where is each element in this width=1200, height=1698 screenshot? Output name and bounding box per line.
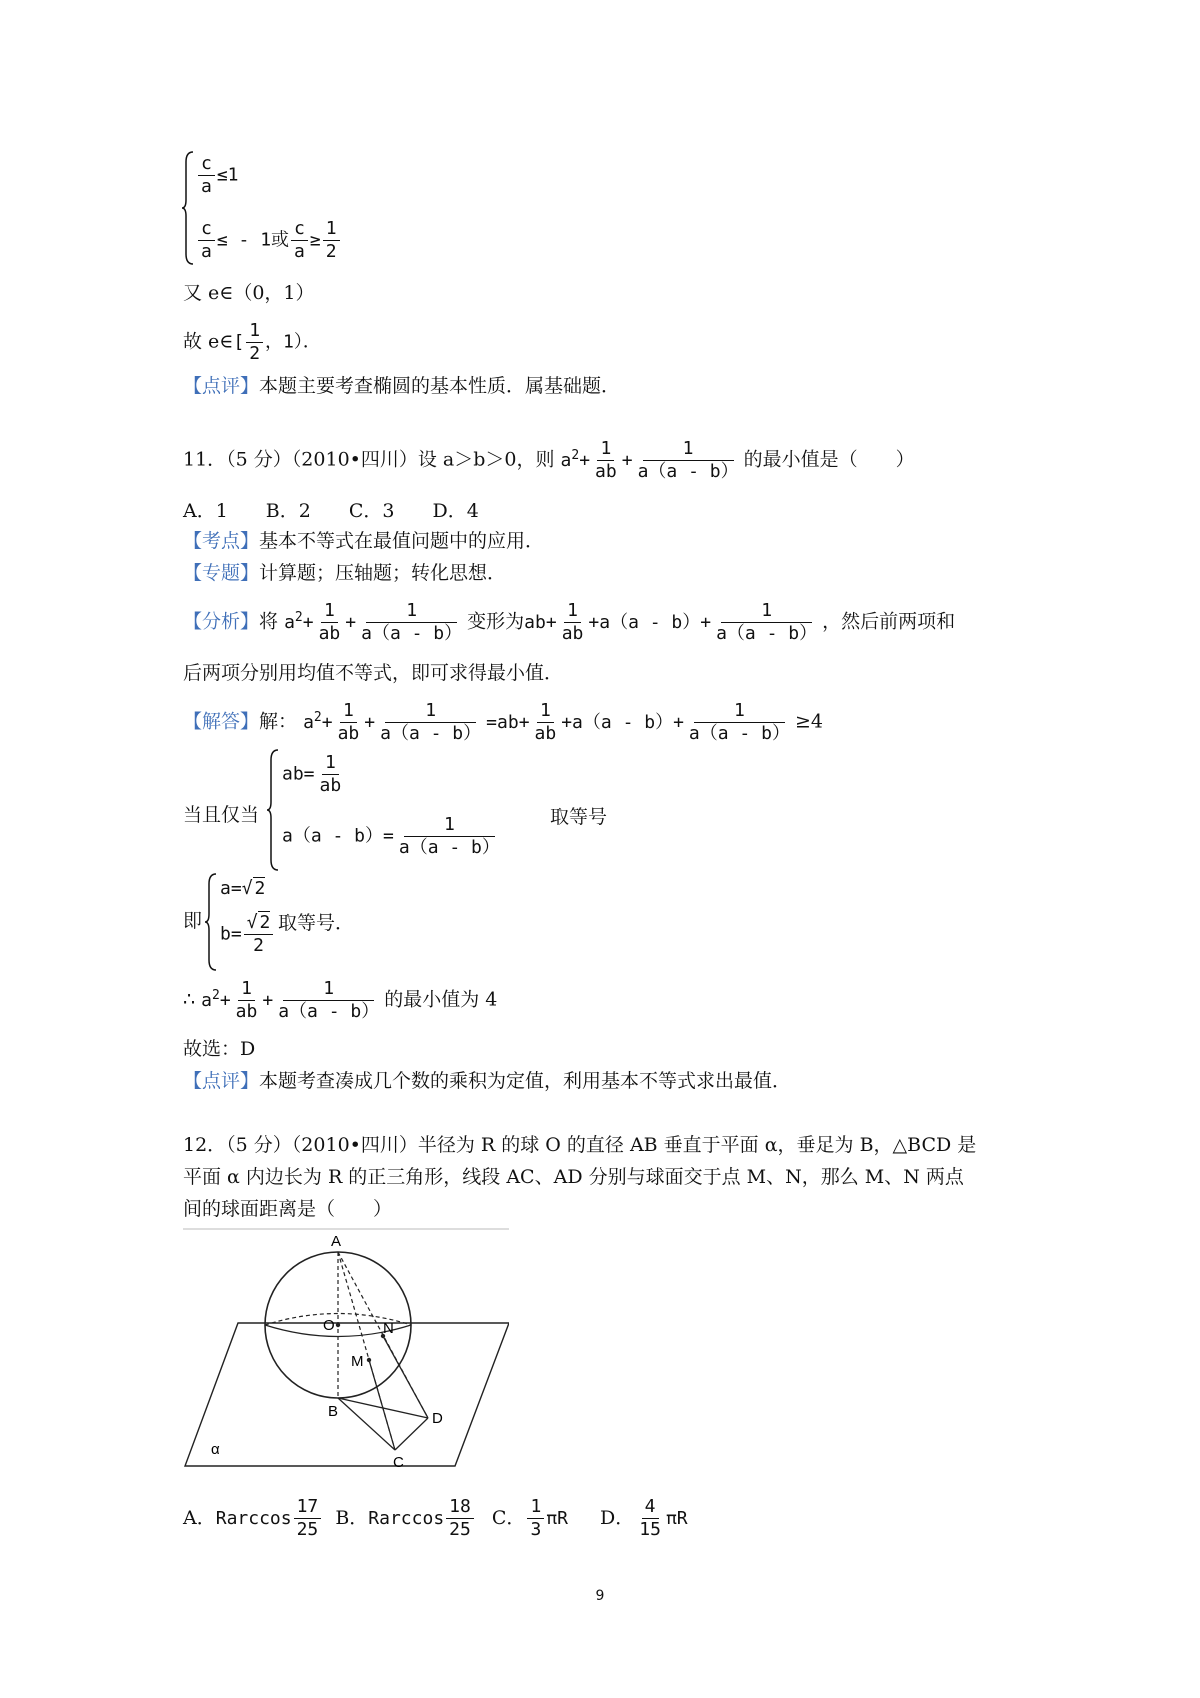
fig-label-B: B bbox=[328, 1403, 339, 1420]
q11-zhuanti: 【专题】计算题；压轴题；转化思想． bbox=[183, 562, 507, 584]
system-1-row-2: $\frac{c}{a}$ ≤ - 1或 $\frac{c}{a}$ ≥ $\frac{1}{2}$ bbox=[196, 218, 342, 263]
q12-option-b: B．Rarccos $\frac{18}{25}$ bbox=[335, 1507, 476, 1529]
q11-dangqie-label: 当且仅当 bbox=[183, 804, 260, 826]
q11-ji-label: 即 bbox=[183, 910, 203, 932]
fig-label-A: A bbox=[331, 1233, 342, 1250]
q11-review: 【点评】本题考查凑成几个数的乘积为定值，利用基本不等式求出最值． bbox=[183, 1070, 792, 1092]
page-number: 9 bbox=[595, 1588, 605, 1604]
q12-stem-line-1: 12．（5 分）（2010•四川）半径为 R 的球 O 的直径 AB 垂直于平面 α，垂足为 B，△BCD 是 bbox=[183, 1134, 977, 1156]
q11-jieda: 【解答】解： $a^2+$ $\frac{1}{ab}$ + $\frac{1}{a(a - b)}$ =ab+ $\frac{1}{ab}$ +a（a - b）+ $\frac{1}{a(a - b)}$ ≥4 bbox=[183, 700, 823, 744]
q11-fenxi: 【分析】将 $a^2+$ $\frac{1}{ab}$ + $\frac{1}{a(a - b)}$ 变形为ab+ $\frac{1}{ab}$ +a（a - b）+ $\frac{1}{a(a - b)}$ ，然后前两项和 bbox=[183, 600, 956, 644]
fig-label-O: O bbox=[323, 1317, 335, 1334]
q12-option-c: C． $\frac{1}{3}$ πR bbox=[491, 1496, 568, 1540]
q11-therefore: ∴ $a^2+$ $\frac{1}{ab}$ + $\frac{1}{a(a - b)}$ 的最小值为 4 bbox=[183, 978, 498, 1022]
system-2-row-1: ab= $\frac{1}{ab}$ bbox=[282, 752, 342, 796]
q11-qudeng-2: 取等号． bbox=[278, 912, 355, 934]
q12-geometry-figure bbox=[183, 1228, 509, 1479]
q11-options: A．1 B．2 C．3 D．4 bbox=[183, 500, 479, 522]
fig-label-N: N bbox=[383, 1320, 394, 1337]
fig-label-D: D bbox=[432, 1410, 443, 1427]
fig-label-C: C bbox=[393, 1454, 404, 1471]
q11-kaodian: 【考点】基本不等式在最值问题中的应用． bbox=[183, 530, 545, 552]
fig-label-alpha: α bbox=[211, 1441, 220, 1458]
e-range-line: 又 e∈（0，1） bbox=[183, 282, 315, 304]
q12-stem-line-3: 间的球面距离是（ ） bbox=[183, 1198, 393, 1220]
fig-label-M: M bbox=[351, 1353, 364, 1370]
system-3-row-2: b= $\frac{√ 2}{2}$ bbox=[220, 912, 275, 957]
q12-option-a: A．Rarccos $\frac{17}{25}$ bbox=[183, 1507, 323, 1529]
q11-qudeng: 取等号 bbox=[550, 806, 608, 828]
q12-option-d: D． $\frac{4}{15}$ πR bbox=[600, 1496, 688, 1540]
q11-guxuan: 故选：D bbox=[183, 1038, 256, 1060]
system-brace-1 bbox=[181, 150, 195, 266]
q11-stem: 11．（5 分）（2010•四川）设 a＞b＞0，则 $a^2+$ $\frac{1}{ab}$ + $\frac{1}{a(a - b)}$ 的最小值是（ ） bbox=[183, 438, 915, 482]
review-tag: 【点评】 bbox=[183, 375, 260, 397]
system-brace-2 bbox=[266, 748, 280, 872]
system-1-row-1: $\frac{c}{a}$ ≤1 bbox=[196, 153, 239, 198]
q11-fenxi-line-2: 后两项分别用均值不等式，即可求得最小值． bbox=[183, 662, 564, 684]
system-3-row-1: a=√ 2 bbox=[220, 878, 266, 899]
q12-stem-line-2: 平面 α 内边长为 R 的正三角形，线段 AC、AD 分别与球面交于点 M、N，那么 M、N 两点 bbox=[183, 1166, 964, 1188]
conclusion-line: 故 e∈[ $\frac{1}{2}$ ，1）． bbox=[183, 320, 321, 364]
q12-options bbox=[183, 1496, 688, 1541]
system-brace-3 bbox=[204, 872, 218, 972]
review-line-1: 【点评】本题主要考查椭圆的基本性质．属基础题． bbox=[183, 375, 621, 397]
system-2-row-2: a（a - b）= $\frac{1}{a(a - b)}$ bbox=[282, 814, 500, 858]
